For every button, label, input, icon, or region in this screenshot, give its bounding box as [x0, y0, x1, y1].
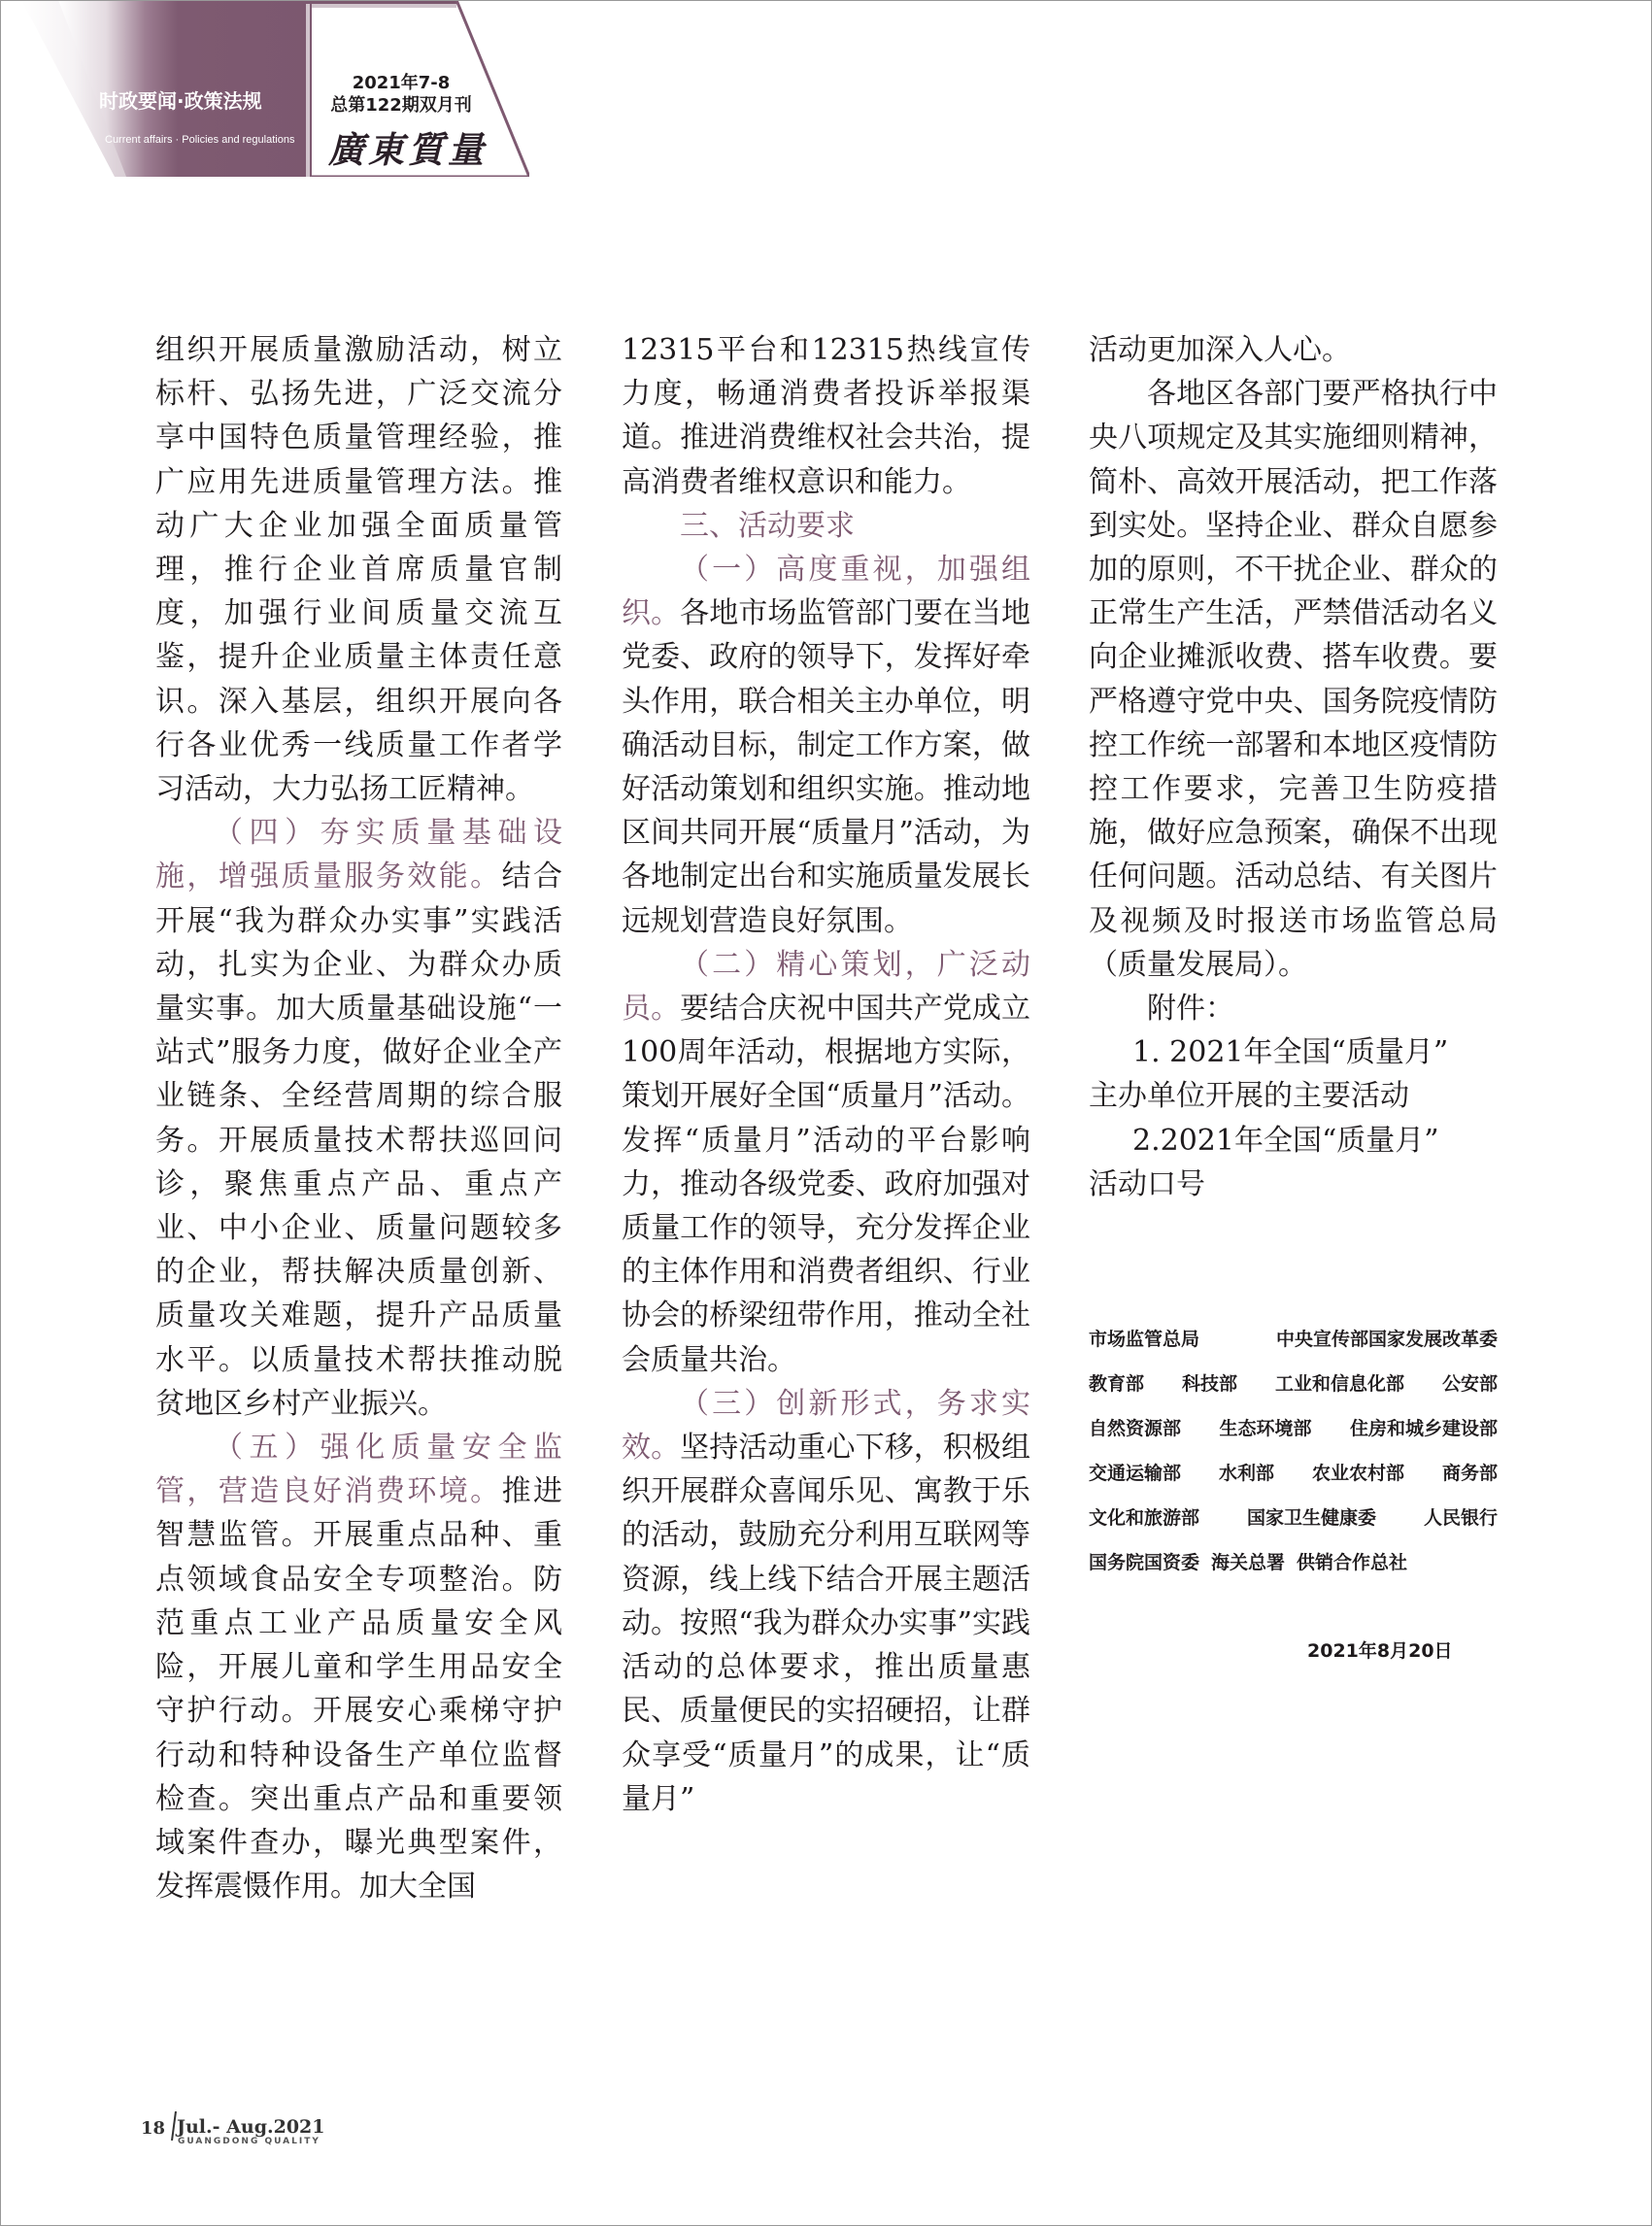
footer-issue-date: Jul.- Aug.2021 — [177, 2116, 325, 2138]
document-date: 2021年8月20日 — [1307, 1640, 1453, 1662]
paragraph — [155, 811, 562, 1426]
agency-name: 国家卫生健康委 — [1246, 1507, 1376, 1529]
agency-name: 中央宣传部国家发展改革委 — [1275, 1329, 1498, 1350]
agency-line — [1089, 1406, 1498, 1451]
paragraph-body: 要结合庆祝中国共产党成立100周年活动，根据地方实际，策划开展好全国“质量月”活动。发挥“质量月”活动的平台影响力，推动各级党委、政府加强对质量工作的领导，充分发挥企业的主体作用和消费者组织、行业协会的桥梁纽带作用，推动全社会质量共治。 — [622, 992, 1031, 1377]
agency-name: 国务院国资委 — [1089, 1552, 1200, 1573]
paragraph — [622, 1382, 1030, 1821]
section-heading: 三、活动要求 — [680, 508, 855, 543]
attachment-item-cont: 主办单位开展的主要活动 — [1089, 1079, 1409, 1114]
agency-name: 生态环境部 — [1219, 1418, 1312, 1439]
footer-magazine-name: GUANGDONG QUALITY — [178, 2137, 320, 2146]
issue-date: 2021年7-8 — [352, 73, 451, 93]
page-number: 18 — [141, 2118, 166, 2139]
agency-name: 公安部 — [1441, 1373, 1498, 1395]
attachment-item: 1. 2021年全国“质量月” — [1132, 1035, 1449, 1070]
attachment-label: 附件： — [1147, 992, 1234, 1027]
paragraph-body: 结合开展“我为群众办实事”实践活动，扎实为企业、为群众办质量实事。加大质量基础设施“一站式”服务力度，做好企业全产业链条、全经营周期的综合服务。开展质量技术帮扶巡回问诊，聚焦重点产品、重点产业、中小企业、质量问题较多的企业，帮扶解决质量创新、质量攻关难题，提升产品质量水平。以质量技术帮扶推动脱贫地区乡村产业振兴。 — [155, 860, 563, 1421]
agency-line — [1089, 1540, 1498, 1585]
agency-name: 自然资源部 — [1089, 1418, 1182, 1439]
paragraph — [622, 943, 1030, 1382]
paragraph-body: 各地市场监管部门要在当地党委、政府的领导下，发挥好牵头作用，联合相关主办单位，明确活动目标，制定工作方案，做好活动策划和组织实施。推动地区间共同开展“质量月”活动，为各地制定出台和实施质量发展长远规划营造良好氛围。 — [622, 596, 1031, 938]
paragraph: 各地区各部门要严格执行中央八项规定及其实施细则精神，简朴、高效开展活动，把工作落到实处。坚持企业、群众自愿参加的原则，不干扰企业、群众的正常生产生活，严禁借活动名义向企业摊派收费、搭车收费。要严格遵守党中央、国务院疫情防控工作统一部署和本地区疫情防控工作要求，完善卫生防疫措施，做好应急预案，确保不出现任何问题。活动总结、有关图片及视频及时报送市场监管总局（质量发展局）。 — [1089, 377, 1498, 982]
paragraph — [622, 548, 1030, 943]
issuing-agencies — [1089, 1317, 1498, 1585]
subsection-heading: （四）夯实质量基础设施，增强质量服务效能。 — [155, 816, 562, 894]
subsection-heading: （二）精心策划，广泛动员。 — [622, 947, 1030, 1027]
agency-line — [1089, 1451, 1498, 1496]
subsection-heading: （一）高度重视，加强组织。 — [622, 553, 1030, 631]
agency-name: 文化和旅游部 — [1089, 1507, 1200, 1529]
paragraph-body: 推进智慧监管。开展重点品种、重点领域食品安全专项整治。防范重点工业产品质量安全风险，开展儿童和学生用品安全守护行动。开展安心乘梯守护行动和特种设备生产单位监督检查。突出重点产品和重要领域案件查办，曝光典型案件，发挥震慑作用。加大全国 — [155, 1474, 563, 1905]
subsection-heading: （三）创新形式，务求实效。 — [622, 1386, 1030, 1466]
text-column-1 — [155, 328, 562, 1908]
agency-line — [1089, 1317, 1498, 1362]
agency-name: 科技部 — [1181, 1373, 1237, 1395]
header-category-english: Current affairs · Policies and regulations — [105, 134, 295, 146]
paragraph: 活动更加深入人心。 — [1089, 333, 1351, 367]
magazine-logo: 廣東質量 — [328, 128, 488, 171]
header-category: 时政要闻·政策法规 — [99, 89, 262, 113]
agency-name: 海关总署 — [1211, 1552, 1286, 1573]
agency-name: 人民银行 — [1423, 1507, 1498, 1529]
agency-name: 住房和城乡建设部 — [1349, 1418, 1498, 1439]
paragraph: 12315平台和12315热线宣传力度，畅通消费者投诉举报渠道。推进消费维权社会共治，提高消费者维权意识和能力。 — [622, 333, 1030, 499]
paragraph — [155, 1426, 562, 1908]
agency-name: 工业和信息化部 — [1274, 1373, 1404, 1395]
agency-name: 商务部 — [1441, 1463, 1498, 1484]
agency-name: 农业农村部 — [1311, 1463, 1404, 1484]
agency-line — [1089, 1362, 1498, 1406]
issue-number: 总第122期双月刊 — [330, 95, 472, 116]
agency-name: 教育部 — [1089, 1373, 1145, 1395]
text-column-2 — [622, 328, 1030, 1821]
agency-name: 交通运输部 — [1089, 1463, 1182, 1484]
paragraph: 组织开展质量激励活动，树立标杆、弘扬先进，广泛交流分享中国特色质量管理经验，推广应用先进质量管理方法。推动广大企业加强全面质量管理，推行企业首席质量官制度，加强行业间质量交流互鉴，提升企业质量主体责任意识。深入基层，组织开展向各行各业优秀一线质量工作者学习活动，大力弘扬工匠精神。 — [155, 333, 562, 807]
attachment-item: 2.2021年全国“质量月” — [1132, 1123, 1439, 1158]
subsection-heading: （五）强化质量安全监管，营造良好消费环境。 — [155, 1431, 562, 1509]
agency-name: 水利部 — [1218, 1463, 1274, 1484]
text-column-3 — [1089, 328, 1498, 1206]
header-issue-info — [323, 72, 479, 117]
agency-name: 供销合作总社 — [1297, 1552, 1408, 1573]
agency-name: 市场监管总局 — [1089, 1329, 1200, 1350]
attachment-item-cont: 活动口号 — [1089, 1166, 1205, 1201]
agency-line — [1089, 1496, 1498, 1540]
paragraph-body: 坚持活动重心下移，积极组织开展群众喜闻乐见、寓教于乐的活动，鼓励充分利用互联网等资源，线上线下结合开展主题活动。按照“我为群众办实事”实践活动的总体要求，推出质量惠民、质量便民的实招硬招，让群众享受“质量月”的成果，让“质量月” — [622, 1431, 1031, 1816]
